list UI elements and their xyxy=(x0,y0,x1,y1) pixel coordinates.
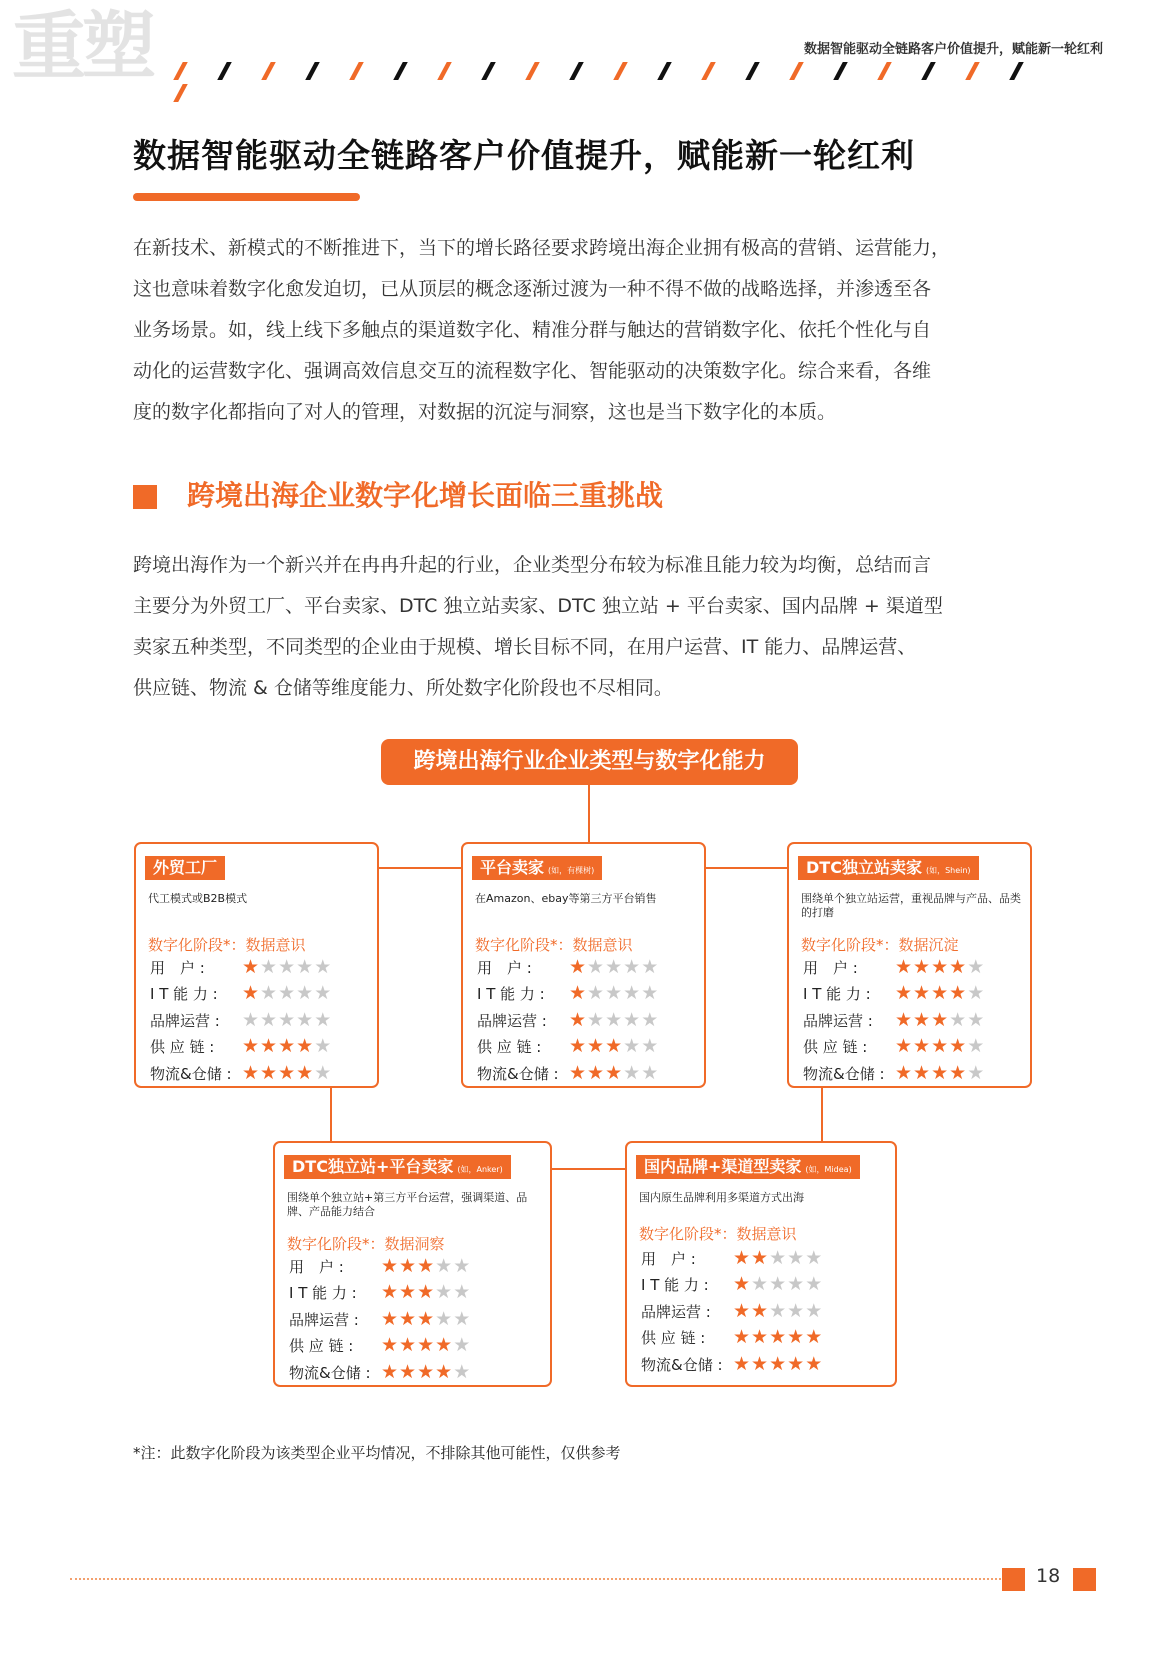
star-filled-icon: ★ xyxy=(895,1061,914,1084)
star-empty-icon: ★ xyxy=(314,982,333,1005)
connector-line xyxy=(330,1086,332,1142)
star-filled-icon: ★ xyxy=(399,1307,418,1330)
star-filled-icon: ★ xyxy=(605,1061,624,1084)
rating-row xyxy=(150,1034,332,1061)
star-filled-icon: ★ xyxy=(242,1035,261,1058)
star-empty-icon: ★ xyxy=(587,1008,606,1031)
rating-label: 物流&仓储 : xyxy=(289,1363,371,1382)
star-rating xyxy=(569,984,659,1003)
star-rating xyxy=(569,1037,659,1056)
card-description: 围绕单个独立站+第三方平台运营，强调渠道、品牌、产品能力结合 xyxy=(287,1191,528,1218)
star-filled-icon: ★ xyxy=(587,1035,606,1058)
star-empty-icon: ★ xyxy=(260,982,279,1005)
title-underline-bar xyxy=(133,193,360,201)
footer-square xyxy=(1073,1568,1096,1591)
rating-label: 物流&仓储 : xyxy=(803,1064,885,1083)
rating-label: 用 户 : xyxy=(150,958,205,977)
star-empty-icon: ★ xyxy=(623,1061,642,1084)
stripe-slash xyxy=(965,62,980,80)
star-rating xyxy=(569,1061,660,1084)
star-filled-icon: ★ xyxy=(242,982,261,1005)
stripe-slash xyxy=(173,84,188,102)
star-filled-icon: ★ xyxy=(587,1061,606,1084)
rating-row xyxy=(641,1245,823,1272)
star-empty-icon: ★ xyxy=(751,1273,770,1296)
rating-row xyxy=(803,1034,985,1061)
company-type-card xyxy=(461,842,706,1088)
star-rating xyxy=(381,1307,472,1330)
rating-row xyxy=(150,1007,332,1034)
rating-label: 品牌运营 : xyxy=(477,1011,547,1030)
rating-label: I T 能 力 : xyxy=(289,1284,357,1303)
star-empty-icon: ★ xyxy=(805,1299,824,1322)
star-filled-icon: ★ xyxy=(895,1035,914,1058)
stripe-slash xyxy=(657,62,672,80)
rating-row xyxy=(289,1280,471,1307)
star-empty-icon: ★ xyxy=(260,1008,279,1031)
star-empty-icon: ★ xyxy=(967,1035,986,1058)
star-empty-icon: ★ xyxy=(296,955,315,978)
rating-label: 物流&仓储 : xyxy=(477,1064,559,1083)
rating-row xyxy=(477,1034,659,1061)
stripe-slash xyxy=(1009,62,1024,80)
star-filled-icon: ★ xyxy=(399,1281,418,1304)
rating-row xyxy=(150,981,332,1008)
rating-label: 供 应 链 : xyxy=(150,1038,215,1057)
star-empty-icon: ★ xyxy=(314,1035,333,1058)
stripe-slash xyxy=(173,62,188,80)
intro-line: 动化的运营数字化、强调高效信息交互的流程数字化、智能驱动的决策数字化。综合来看，各维 xyxy=(133,360,932,382)
connector-line xyxy=(821,1086,823,1142)
star-empty-icon: ★ xyxy=(453,1360,472,1383)
star-filled-icon: ★ xyxy=(399,1360,418,1383)
star-empty-icon: ★ xyxy=(949,1008,968,1031)
star-empty-icon: ★ xyxy=(641,982,660,1005)
star-empty-icon: ★ xyxy=(314,1008,333,1031)
rating-row xyxy=(641,1325,823,1352)
star-rating xyxy=(895,1008,986,1031)
star-rating xyxy=(381,1360,472,1383)
page-title: 数据智能驱动全链路客户价值提升，赋能新一轮红利 xyxy=(133,136,915,175)
star-empty-icon: ★ xyxy=(769,1273,788,1296)
star-empty-icon: ★ xyxy=(787,1246,806,1269)
star-empty-icon: ★ xyxy=(314,955,333,978)
card-type-tag xyxy=(284,1155,511,1179)
star-empty-icon: ★ xyxy=(623,982,642,1005)
rating-row xyxy=(477,954,659,981)
card-example: (如，有棵树) xyxy=(548,866,595,875)
star-empty-icon: ★ xyxy=(587,955,606,978)
star-filled-icon: ★ xyxy=(931,1008,950,1031)
rating-row xyxy=(289,1333,471,1360)
star-filled-icon: ★ xyxy=(751,1352,770,1375)
connector-line xyxy=(588,785,590,842)
rating-row xyxy=(477,1007,659,1034)
rating-row xyxy=(641,1272,823,1299)
rating-row xyxy=(477,981,659,1008)
rating-label: 供 应 链 : xyxy=(289,1337,354,1356)
rating-rows xyxy=(641,1245,823,1378)
card-description: 围绕单个独立站运营，重视品牌与产品、品类的打磨 xyxy=(801,892,1021,919)
star-filled-icon: ★ xyxy=(931,955,950,978)
rating-label: 物流&仓储 : xyxy=(641,1355,723,1374)
intro-line: 度的数字化都指向了对人的管理，对数据的沉淀与洞察，这也是当下数字化的本质。 xyxy=(133,401,837,423)
card-type-name: 平台卖家 xyxy=(480,858,545,877)
rating-row xyxy=(289,1253,471,1280)
rating-label: 品牌运营 : xyxy=(803,1011,873,1030)
star-filled-icon: ★ xyxy=(931,1061,950,1084)
stripe-slash xyxy=(789,62,804,80)
star-filled-icon: ★ xyxy=(381,1281,400,1304)
star-filled-icon: ★ xyxy=(435,1334,454,1357)
company-type-card xyxy=(787,842,1032,1088)
star-rating xyxy=(895,1061,986,1084)
star-rating xyxy=(381,1336,471,1355)
stripe-slash xyxy=(569,62,584,80)
star-empty-icon: ★ xyxy=(641,1061,660,1084)
star-filled-icon: ★ xyxy=(417,1254,436,1277)
star-rating xyxy=(242,1008,333,1031)
star-filled-icon: ★ xyxy=(733,1352,752,1375)
star-rating xyxy=(242,984,332,1003)
star-empty-icon: ★ xyxy=(787,1299,806,1322)
stripe-slash xyxy=(437,62,452,80)
star-filled-icon: ★ xyxy=(242,1061,261,1084)
rating-row xyxy=(477,1060,659,1087)
star-filled-icon: ★ xyxy=(399,1334,418,1357)
rating-label: 用 户 : xyxy=(641,1249,696,1268)
star-filled-icon: ★ xyxy=(913,1008,932,1031)
star-filled-icon: ★ xyxy=(278,1035,297,1058)
star-filled-icon: ★ xyxy=(381,1307,400,1330)
stripe-slash xyxy=(305,62,320,80)
rating-label: 物流&仓储 : xyxy=(150,1064,232,1083)
header-stripe-decoration xyxy=(178,62,1098,84)
star-empty-icon: ★ xyxy=(605,1008,624,1031)
star-rating xyxy=(242,1037,332,1056)
star-filled-icon: ★ xyxy=(278,1061,297,1084)
star-filled-icon: ★ xyxy=(787,1352,806,1375)
star-rating xyxy=(733,1328,823,1347)
star-filled-icon: ★ xyxy=(417,1334,436,1357)
card-description: 在Amazon、ebay等第三方平台销售 xyxy=(475,892,657,905)
card-type-name: 国内品牌+渠道型卖家 xyxy=(644,1157,802,1176)
rating-label: 品牌运营 : xyxy=(641,1302,711,1321)
star-filled-icon: ★ xyxy=(381,1360,400,1383)
card-type-tag xyxy=(636,1155,860,1179)
card-digital-stage: 数字化阶段*：数据意识 xyxy=(639,1225,797,1243)
star-rating xyxy=(242,1061,333,1084)
rating-label: 用 户 : xyxy=(477,958,532,977)
star-filled-icon: ★ xyxy=(381,1254,400,1277)
card-type-name: 外贸工厂 xyxy=(153,858,218,877)
stripe-slash xyxy=(481,62,496,80)
rating-label: 品牌运营 : xyxy=(289,1310,359,1329)
stripe-slash xyxy=(877,62,892,80)
card-example: (如，Midea) xyxy=(805,1165,852,1174)
rating-row xyxy=(803,1007,985,1034)
star-filled-icon: ★ xyxy=(769,1326,788,1349)
star-filled-icon: ★ xyxy=(787,1326,806,1349)
star-empty-icon: ★ xyxy=(278,1008,297,1031)
rating-row xyxy=(641,1298,823,1325)
rating-label: 供 应 链 : xyxy=(477,1038,542,1057)
star-rating xyxy=(733,1299,824,1322)
star-empty-icon: ★ xyxy=(260,955,279,978)
star-empty-icon: ★ xyxy=(641,955,660,978)
stripe-slash xyxy=(393,62,408,80)
stripe-slash xyxy=(613,62,628,80)
rating-label: I T 能 力 : xyxy=(803,985,871,1004)
footnote: *注：此数字化阶段为该类型企业平均情况，不排除其他可能性，仅供参考 xyxy=(133,1444,621,1462)
star-filled-icon: ★ xyxy=(949,1035,968,1058)
star-filled-icon: ★ xyxy=(417,1360,436,1383)
section-line: 跨境出海作为一个新兴并在冉冉升起的行业，企业类型分布较为标准且能力较为均衡，总结而言 xyxy=(133,554,932,576)
star-filled-icon: ★ xyxy=(260,1035,279,1058)
star-filled-icon: ★ xyxy=(805,1352,824,1375)
star-filled-icon: ★ xyxy=(913,982,932,1005)
section-line: 供应链、物流 & 仓储等维度能力、所处数字化阶段也不尽相同。 xyxy=(133,677,673,699)
star-empty-icon: ★ xyxy=(967,1061,986,1084)
star-filled-icon: ★ xyxy=(931,1035,950,1058)
star-filled-icon: ★ xyxy=(569,982,588,1005)
section-marker-square xyxy=(133,485,157,509)
card-example: (如，Anker) xyxy=(457,1165,503,1174)
stripe-slash xyxy=(217,62,232,80)
card-type-tag xyxy=(472,856,602,880)
rating-row xyxy=(803,954,985,981)
star-filled-icon: ★ xyxy=(895,1008,914,1031)
star-empty-icon: ★ xyxy=(967,982,986,1005)
rating-label: I T 能 力 : xyxy=(150,985,218,1004)
section-line: 卖家五种类型，不同类型的企业由于规模、增长目标不同，在用户运营、IT 能力、品牌运营、 xyxy=(133,636,917,658)
stripe-slash xyxy=(261,62,276,80)
star-rating xyxy=(733,1352,824,1375)
card-type-tag xyxy=(798,856,979,880)
star-empty-icon: ★ xyxy=(296,982,315,1005)
company-type-card xyxy=(625,1141,897,1387)
star-empty-icon: ★ xyxy=(453,1334,472,1357)
card-digital-stage: 数字化阶段*：数据沉淀 xyxy=(801,936,959,954)
star-rating xyxy=(569,955,660,978)
rating-label: I T 能 力 : xyxy=(477,985,545,1004)
star-filled-icon: ★ xyxy=(399,1254,418,1277)
star-empty-icon: ★ xyxy=(805,1246,824,1269)
rating-label: 品牌运营 : xyxy=(150,1011,220,1030)
star-empty-icon: ★ xyxy=(314,1061,333,1084)
card-digital-stage: 数字化阶段*：数据洞察 xyxy=(287,1235,445,1253)
star-empty-icon: ★ xyxy=(769,1299,788,1322)
star-empty-icon: ★ xyxy=(435,1254,454,1277)
card-example: (如，Shein) xyxy=(925,866,971,875)
rating-label: I T 能 力 : xyxy=(641,1276,709,1295)
rating-rows xyxy=(803,954,985,1087)
rating-row xyxy=(150,1060,332,1087)
watermark-text: 重塑 xyxy=(12,4,152,90)
star-filled-icon: ★ xyxy=(769,1352,788,1375)
star-filled-icon: ★ xyxy=(751,1246,770,1269)
stripe-slash xyxy=(701,62,716,80)
star-filled-icon: ★ xyxy=(605,1035,624,1058)
rating-row xyxy=(289,1306,471,1333)
star-filled-icon: ★ xyxy=(417,1307,436,1330)
rating-rows xyxy=(477,954,659,1087)
star-filled-icon: ★ xyxy=(733,1299,752,1322)
star-empty-icon: ★ xyxy=(641,1008,660,1031)
star-empty-icon: ★ xyxy=(967,1008,986,1031)
star-filled-icon: ★ xyxy=(805,1326,824,1349)
star-filled-icon: ★ xyxy=(381,1334,400,1357)
star-filled-icon: ★ xyxy=(733,1326,752,1349)
connector-line xyxy=(550,1168,626,1170)
company-type-card xyxy=(273,1141,552,1387)
card-description: 代工模式或B2B模式 xyxy=(148,892,248,905)
star-empty-icon: ★ xyxy=(435,1307,454,1330)
star-filled-icon: ★ xyxy=(931,982,950,1005)
star-empty-icon: ★ xyxy=(278,955,297,978)
card-type-tag xyxy=(145,856,225,880)
section-line: 主要分为外贸工厂、平台卖家、DTC 独立站卖家、DTC 独立站 + 平台卖家、国内品牌 + 渠道型 xyxy=(133,595,943,617)
star-empty-icon: ★ xyxy=(605,955,624,978)
star-empty-icon: ★ xyxy=(769,1246,788,1269)
star-filled-icon: ★ xyxy=(569,1061,588,1084)
star-empty-icon: ★ xyxy=(296,1008,315,1031)
star-filled-icon: ★ xyxy=(296,1061,315,1084)
rating-row xyxy=(803,1060,985,1087)
star-filled-icon: ★ xyxy=(417,1281,436,1304)
diagram-title: 跨境出海行业企业类型与数字化能力 xyxy=(381,739,798,785)
star-filled-icon: ★ xyxy=(913,1061,932,1084)
star-empty-icon: ★ xyxy=(623,1035,642,1058)
star-rating xyxy=(381,1283,471,1302)
rating-row xyxy=(150,954,332,981)
star-empty-icon: ★ xyxy=(641,1035,660,1058)
star-empty-icon: ★ xyxy=(435,1281,454,1304)
star-empty-icon: ★ xyxy=(453,1307,472,1330)
card-digital-stage: 数字化阶段*：数据意识 xyxy=(475,936,633,954)
intro-line: 在新技术、新模式的不断推进下，当下的增长路径要求跨境出海企业拥有极高的营销、运营能力， xyxy=(133,237,951,259)
rating-row xyxy=(803,981,985,1008)
star-filled-icon: ★ xyxy=(895,955,914,978)
rating-row xyxy=(289,1359,471,1386)
star-empty-icon: ★ xyxy=(805,1273,824,1296)
footer-dotted-line xyxy=(70,1578,1005,1580)
star-filled-icon: ★ xyxy=(733,1273,752,1296)
rating-rows xyxy=(289,1253,471,1386)
star-filled-icon: ★ xyxy=(569,1035,588,1058)
star-rating xyxy=(381,1254,472,1277)
star-filled-icon: ★ xyxy=(435,1360,454,1383)
page-number: 18 xyxy=(1036,1565,1061,1587)
stripe-slash xyxy=(349,62,364,80)
star-empty-icon: ★ xyxy=(242,1008,261,1031)
star-rating xyxy=(895,1037,985,1056)
star-filled-icon: ★ xyxy=(260,1061,279,1084)
star-filled-icon: ★ xyxy=(913,1035,932,1058)
card-type-name: DTC独立站卖家 xyxy=(806,858,922,877)
star-filled-icon: ★ xyxy=(733,1246,752,1269)
running-header-title: 数据智能驱动全链路客户价值提升，赋能新一轮红利 xyxy=(803,42,1103,57)
star-filled-icon: ★ xyxy=(751,1299,770,1322)
stripe-slash xyxy=(833,62,848,80)
card-digital-stage: 数字化阶段*：数据意识 xyxy=(148,936,306,954)
star-filled-icon: ★ xyxy=(913,955,932,978)
stripe-slash xyxy=(921,62,936,80)
stripe-slash xyxy=(745,62,760,80)
connector-line xyxy=(378,867,462,869)
star-empty-icon: ★ xyxy=(967,955,986,978)
star-empty-icon: ★ xyxy=(623,955,642,978)
star-empty-icon: ★ xyxy=(278,982,297,1005)
star-filled-icon: ★ xyxy=(751,1326,770,1349)
star-rating xyxy=(733,1246,824,1269)
star-filled-icon: ★ xyxy=(949,982,968,1005)
connector-line xyxy=(704,867,788,869)
star-empty-icon: ★ xyxy=(453,1281,472,1304)
star-filled-icon: ★ xyxy=(949,1061,968,1084)
rating-label: 用 户 : xyxy=(289,1257,344,1276)
star-filled-icon: ★ xyxy=(569,1008,588,1031)
rating-rows xyxy=(150,954,332,1087)
star-empty-icon: ★ xyxy=(587,982,606,1005)
rating-row xyxy=(641,1351,823,1378)
star-filled-icon: ★ xyxy=(949,955,968,978)
star-empty-icon: ★ xyxy=(623,1008,642,1031)
rating-label: 供 应 链 : xyxy=(803,1038,868,1057)
stripe-slash xyxy=(525,62,540,80)
star-filled-icon: ★ xyxy=(242,955,261,978)
rating-label: 用 户 : xyxy=(803,958,858,977)
rating-label: 供 应 链 : xyxy=(641,1329,706,1348)
intro-line: 业务场景。如，线上线下多触点的渠道数字化、精准分群与触达的营销数字化、依托个性化与自 xyxy=(133,319,932,341)
company-type-card xyxy=(134,842,379,1088)
star-rating xyxy=(733,1275,823,1294)
star-filled-icon: ★ xyxy=(569,955,588,978)
star-empty-icon: ★ xyxy=(605,982,624,1005)
star-filled-icon: ★ xyxy=(895,982,914,1005)
star-rating xyxy=(895,984,985,1003)
card-type-name: DTC独立站+平台卖家 xyxy=(292,1157,454,1176)
star-filled-icon: ★ xyxy=(296,1035,315,1058)
section-paragraph xyxy=(133,545,1038,709)
star-rating xyxy=(242,955,333,978)
intro-line: 这也意味着数字化愈发迫切，已从顶层的概念逐渐过渡为一种不得不做的战略选择，并渗透至各 xyxy=(133,278,932,300)
card-description: 国内原生品牌利用多渠道方式出海 xyxy=(639,1191,804,1204)
star-rating xyxy=(569,1008,660,1031)
star-empty-icon: ★ xyxy=(787,1273,806,1296)
footer-square xyxy=(1002,1568,1025,1591)
intro-paragraph xyxy=(133,228,1038,433)
section-title: 跨境出海企业数字化增长面临三重挑战 xyxy=(187,479,664,512)
star-rating xyxy=(895,955,986,978)
star-empty-icon: ★ xyxy=(453,1254,472,1277)
